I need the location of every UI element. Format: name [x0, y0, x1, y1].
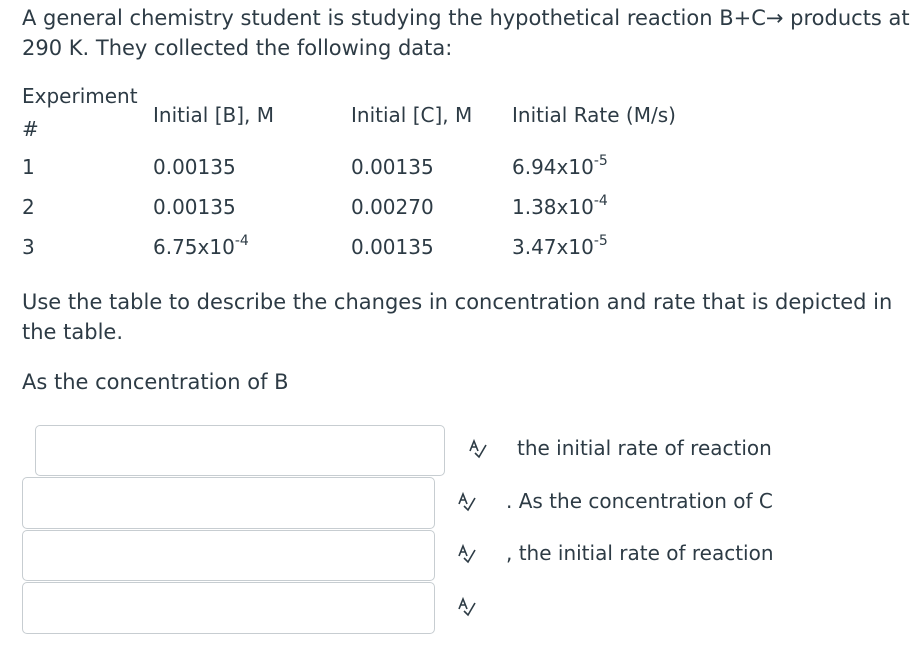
header-initial-rate: Initial Rate (M/s) — [512, 103, 676, 127]
answer-text-2: . As the concentration of C — [506, 489, 773, 513]
cell-rate — [512, 235, 608, 259]
cell-rate — [512, 195, 608, 219]
answer-input-4[interactable] — [22, 582, 435, 634]
answer-input-2[interactable] — [22, 477, 435, 529]
spellcheck-icon[interactable] — [456, 491, 478, 513]
cell-rate-base: 6.94x10 — [512, 155, 594, 179]
answer-text-1: the initial rate of reaction — [517, 436, 772, 460]
spellcheck-icon[interactable] — [467, 438, 489, 460]
cell-b: 0.00135 — [153, 155, 236, 179]
header-initial-b: Initial [B], M — [153, 103, 274, 127]
cell-rate-exponent: -5 — [593, 153, 608, 169]
spellcheck-icon[interactable] — [456, 543, 478, 565]
spellcheck-icon[interactable] — [456, 596, 478, 618]
intro-text: A general chemistry student is studying the hypothetical reaction B+C→ products at 290 K. They collected the following data: — [22, 6, 910, 60]
cell-rate-exponent: -5 — [593, 233, 608, 249]
cell-c: 0.00270 — [351, 195, 434, 219]
cell-exp: 1 — [22, 155, 35, 179]
header-experiment: Experiment — [22, 84, 138, 108]
cell-b-exponent: -4 — [234, 233, 249, 249]
header-experiment-number: # — [22, 117, 39, 141]
cell-exp: 3 — [22, 235, 35, 259]
cell-rate-base: 1.38x10 — [512, 195, 594, 219]
cell-c: 0.00135 — [351, 155, 434, 179]
header-initial-c: Initial [C], M — [351, 103, 473, 127]
lead-text: As the concentration of B — [22, 370, 289, 394]
answer-text-3: , the initial rate of reaction — [506, 541, 774, 565]
cell-rate-base: 3.47x10 — [512, 235, 594, 259]
answer-input-3[interactable] — [22, 530, 435, 581]
cell-b — [153, 235, 249, 259]
cell-exp: 2 — [22, 195, 35, 219]
cell-rate — [512, 155, 608, 179]
answer-input-1[interactable] — [35, 425, 445, 476]
cell-b-base: 6.75x10 — [153, 235, 235, 259]
cell-rate-exponent: -4 — [593, 193, 608, 209]
question-text: Use the table to describe the changes in concentration and rate that is depicted in the table. — [22, 290, 893, 344]
cell-c: 0.00135 — [351, 235, 434, 259]
cell-b: 0.00135 — [153, 195, 236, 219]
